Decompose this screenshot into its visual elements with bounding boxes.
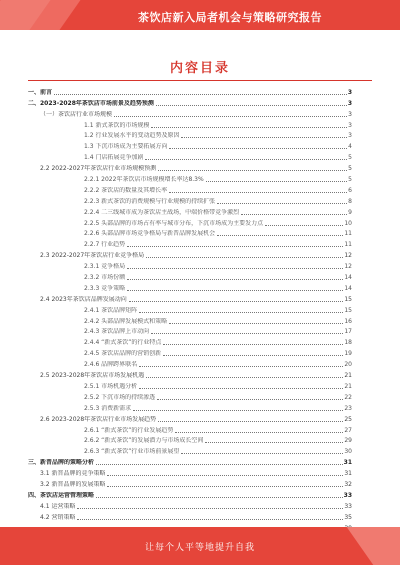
- toc-entry[interactable]: [28, 511, 352, 522]
- toc-entry[interactable]: [28, 380, 352, 391]
- toc-entry-page: 5: [348, 154, 352, 162]
- toc-leader-dots: [217, 235, 343, 236]
- toc-entry[interactable]: [28, 162, 352, 173]
- toc-entry[interactable]: [28, 130, 352, 141]
- toc-entry[interactable]: [28, 435, 352, 446]
- page-footer: [0, 527, 400, 565]
- toc-entry-title: 2.5.1 市场机遇分析: [84, 382, 138, 390]
- toc-entry[interactable]: [28, 108, 352, 119]
- toc-entry-title: 2.5.2 下沉市场的持续渗透: [84, 393, 156, 401]
- toc-leader-dots: [146, 257, 343, 258]
- toc-entry-title: 2.6.2 “新式茶饮”的发展潜力与市场成长空间: [84, 437, 204, 445]
- toc-entry-title: 1.2 行业发展水平的变动趋势及原因: [84, 132, 180, 140]
- toc-leader-dots: [114, 116, 347, 117]
- toc-entry-page: 12: [344, 252, 352, 260]
- toc-leader-dots: [169, 323, 343, 324]
- toc-entry-title: 2.6.1 “新式茶饮”的行业发展趋势: [84, 426, 174, 434]
- toc-leader-dots: [139, 388, 343, 389]
- toc-entry-page: 14: [344, 284, 352, 292]
- toc-leader-dots: [127, 279, 343, 280]
- toc-entry-title: 1.3 下沉市场成为主要拓展方向: [84, 143, 168, 151]
- toc-entry-page: 35: [344, 513, 352, 521]
- toc-entry[interactable]: [28, 206, 352, 217]
- toc-entry-title: 2.6.3 “新式茶饮”行业市场前景展望: [84, 448, 180, 456]
- toc-entry[interactable]: [28, 97, 352, 108]
- toc-entry[interactable]: [28, 402, 352, 413]
- toc-entry-page: 21: [344, 372, 352, 380]
- toc-entry[interactable]: [28, 369, 352, 380]
- toc-entry-page: 11: [344, 230, 352, 238]
- toc-leader-dots: [217, 203, 347, 204]
- toc-entry-page: 3: [348, 110, 352, 118]
- toc-entry[interactable]: [28, 86, 352, 97]
- toc-entry-title: 2.2.3 新式茶饮的消费规模与行业规模的持续扩张: [84, 197, 216, 205]
- toc-leader-dots: [54, 94, 347, 95]
- toc-entry[interactable]: [28, 140, 352, 151]
- toc-leader-dots: [181, 137, 347, 138]
- toc-entry-title: 2.4.2 头部品牌发展模式和策略: [84, 317, 168, 325]
- toc-entry-title: 2.6 2023-2028年茶饮店行业市场发展趋势: [40, 415, 157, 423]
- toc-entry-title: 2.2.5 头部品牌的市场占有率与城市分布，下沉市场成为主要发力点: [84, 219, 264, 227]
- toc-leader-dots: [133, 410, 343, 411]
- toc-leader-dots: [158, 170, 347, 171]
- toc-leader-dots: [157, 399, 343, 400]
- table-of-contents: [28, 86, 352, 533]
- toc-leader-dots: [139, 366, 343, 367]
- toc-entry-title: 1.4 门店拓展竞争加剧: [84, 154, 144, 162]
- toc-entry[interactable]: [28, 391, 352, 402]
- toc-entry[interactable]: [28, 489, 352, 500]
- toc-entry-page: 16: [344, 317, 352, 325]
- toc-entry[interactable]: [28, 315, 352, 326]
- toc-leader-dots: [127, 268, 343, 269]
- toc-entry-page: 4: [348, 143, 352, 151]
- toc-entry-title: 2.3.2 市场份额: [84, 274, 126, 282]
- toc-entry-page: 19: [344, 350, 352, 358]
- toc-entry[interactable]: [28, 293, 352, 304]
- toc-leader-dots: [96, 464, 343, 465]
- toc-entry[interactable]: [28, 184, 352, 195]
- footer-slogan: 让每个人平等地提升自我: [144, 543, 255, 553]
- toc-leader-dots: [205, 442, 343, 443]
- toc-entry-title: 一、前言: [28, 88, 53, 96]
- toc-entry-page: 3: [347, 99, 352, 107]
- toc-entry-page: 15: [344, 306, 352, 314]
- toc-entry-page: 12: [344, 263, 352, 271]
- toc-entry[interactable]: [28, 467, 352, 478]
- toc-entry[interactable]: [28, 413, 352, 424]
- toc-entry-title: 4.1 运营策略: [40, 502, 76, 510]
- toc-leader-dots: [129, 301, 344, 302]
- toc-entry[interactable]: [28, 173, 352, 184]
- toc-entry-page: 14: [344, 274, 352, 282]
- toc-entry[interactable]: [28, 271, 352, 282]
- toc-leader-dots: [163, 355, 343, 356]
- toc-entry-title: 2.3 2022-2027年茶饮店行业竞争格局: [40, 252, 145, 260]
- toc-entry-title: 2.4.6 品牌跨界联名: [84, 361, 138, 369]
- toc-leader-dots: [139, 312, 343, 313]
- toc-entry[interactable]: [28, 228, 352, 239]
- toc-leader-dots: [206, 181, 347, 182]
- toc-leader-dots: [127, 290, 343, 291]
- toc-leader-dots: [96, 497, 343, 498]
- toc-entry-page: 18: [344, 339, 352, 347]
- toc-entry-title: 2.2 2022-2027年茶饮店行业市场规模预测: [40, 165, 157, 173]
- toc-entry[interactable]: [28, 195, 352, 206]
- toc-entry-page: 3: [347, 88, 352, 96]
- toc-leader-dots: [151, 127, 347, 128]
- toc-entry-page: 31: [344, 470, 352, 478]
- toc-entry-title: 2.5.3 消费新需求: [84, 404, 132, 412]
- toc-entry-page: 21: [344, 382, 352, 390]
- toc-entry-page: 33: [344, 502, 352, 510]
- toc-entry-page: 22: [344, 393, 352, 401]
- toc-entry[interactable]: [28, 119, 352, 130]
- toc-leader-dots: [77, 519, 343, 520]
- toc-leader-dots: [145, 159, 347, 160]
- toc-leader-dots: [146, 377, 343, 378]
- toc-leader-dots: [265, 225, 343, 226]
- toc-leader-dots: [158, 421, 343, 422]
- toc-entry-title: 2.3.1 竞争格局: [84, 263, 126, 271]
- toc-entry[interactable]: [28, 478, 352, 489]
- toc-entry[interactable]: [28, 500, 352, 511]
- toc-leader-dots: [169, 148, 347, 149]
- toc-entry-page: 27: [344, 426, 352, 434]
- toc-leader-dots: [77, 508, 343, 509]
- toc-entry-title: 2.2.2 茶饮店的数量及其增长率: [84, 186, 168, 194]
- toc-entry[interactable]: [28, 336, 352, 347]
- toc-entry[interactable]: [28, 260, 352, 271]
- toc-entry-title: 2.4.3 茶饮品牌上市动向: [84, 328, 150, 336]
- toc-leader-dots: [175, 432, 343, 433]
- toc-entry-title: 2.3.3 竞争策略: [84, 284, 126, 292]
- toc-entry-page: 5: [348, 165, 352, 173]
- toc-entry-title: 2.5 2023-2028年茶饮店市场发展机遇: [40, 372, 145, 380]
- toc-entry-title: 2.4.4 “新式茶饮”的行业特点: [84, 339, 162, 347]
- toc-entry[interactable]: [28, 238, 352, 249]
- toc-entry-page: 33: [343, 491, 352, 499]
- toc-entry-title: 四、茶饮店运营管理策略: [28, 491, 95, 499]
- toc-leader-dots: [127, 246, 343, 247]
- report-title: 茶饮店新入局者机会与策略研究报告: [138, 11, 322, 24]
- toc-entry-title: 4.2 营销策略: [40, 513, 76, 521]
- toc-entry[interactable]: [28, 424, 352, 435]
- toc-entry-page: 31: [343, 459, 352, 467]
- toc-entry-title: （一）茶饮店行业市场规模: [40, 110, 113, 118]
- toc-leader-dots: [107, 475, 343, 476]
- toc-leader-dots: [151, 333, 343, 334]
- toc-entry-page: 3: [348, 121, 352, 129]
- toc-leader-dots: [156, 105, 347, 106]
- toc-entry-page: 23: [344, 404, 352, 412]
- toc-entry-page: 3: [348, 132, 352, 140]
- toc-entry-title: 2.4.1 茶饮品牌矩阵: [84, 306, 138, 314]
- toc-entry-title: 2.4 2023年茶饮店品牌发展动向: [40, 295, 127, 303]
- toc-entry[interactable]: [28, 304, 352, 315]
- toc-entry-page: 20: [344, 361, 352, 369]
- toc-leader-dots: [241, 214, 347, 215]
- toc-leader-dots: [163, 344, 343, 345]
- toc-entry-page: 15: [344, 295, 352, 303]
- toc-entry-page: 25: [344, 415, 352, 423]
- toc-entry[interactable]: [28, 249, 352, 260]
- toc-entry-page: 9: [348, 208, 352, 216]
- toc-entry-page: 30: [344, 448, 352, 456]
- toc-leader-dots: [169, 192, 347, 193]
- toc-entry-title: 2.4.5 茶饮店品牌的营销创新: [84, 350, 162, 358]
- toc-entry-page: 8: [348, 197, 352, 205]
- toc-entry[interactable]: [28, 151, 352, 162]
- toc-leader-dots: [181, 453, 343, 454]
- toc-entry[interactable]: [28, 282, 352, 293]
- toc-entry-page: 11: [344, 241, 352, 249]
- toc-entry-title: 2.2.7 行业趋势: [84, 241, 126, 249]
- toc-entry-title: 2.2.6 头部品牌市场竞争格局与新晋品牌发展机会: [84, 230, 216, 238]
- toc-entry-title: 二、2023-2028年茶饮店市场前景及趋势预测: [28, 99, 154, 107]
- toc-entry[interactable]: [28, 456, 352, 467]
- toc-entry-title: 1.1 新式茶饮的市场规模: [84, 121, 150, 129]
- toc-entry-title: 2.2.1 2022年茶饮店市场规模增长率达8.3%: [84, 176, 204, 184]
- toc-leader-dots: [107, 486, 343, 487]
- toc-entry-page: 17: [344, 328, 352, 336]
- toc-entry-page: 10: [344, 219, 352, 227]
- toc-entry[interactable]: [28, 326, 352, 337]
- toc-entry-page: 29: [344, 437, 352, 445]
- page-header: [0, 0, 400, 30]
- toc-entry-page: 32: [344, 480, 352, 488]
- toc-entry-title: 2.2.4 二三线城市成为茶饮店主战场，中端价格带竞争激烈: [84, 208, 240, 216]
- toc-entry[interactable]: [28, 217, 352, 228]
- toc-entry-title: 3.2 新晋品牌的发展策略: [40, 480, 106, 488]
- toc-entry-page: 6: [348, 186, 352, 194]
- toc-entry-title: 3.1 新晋品牌的竞争策略: [40, 470, 106, 478]
- toc-entry-page: 5: [348, 176, 352, 184]
- toc-entry-title: 三、新晋品牌的策略分析: [28, 459, 95, 467]
- toc-entry[interactable]: [28, 445, 352, 456]
- toc-title: 内容目录: [169, 61, 230, 76]
- toc-entry[interactable]: [28, 358, 352, 369]
- toc-entry[interactable]: [28, 347, 352, 358]
- toc-divider: [28, 80, 372, 81]
